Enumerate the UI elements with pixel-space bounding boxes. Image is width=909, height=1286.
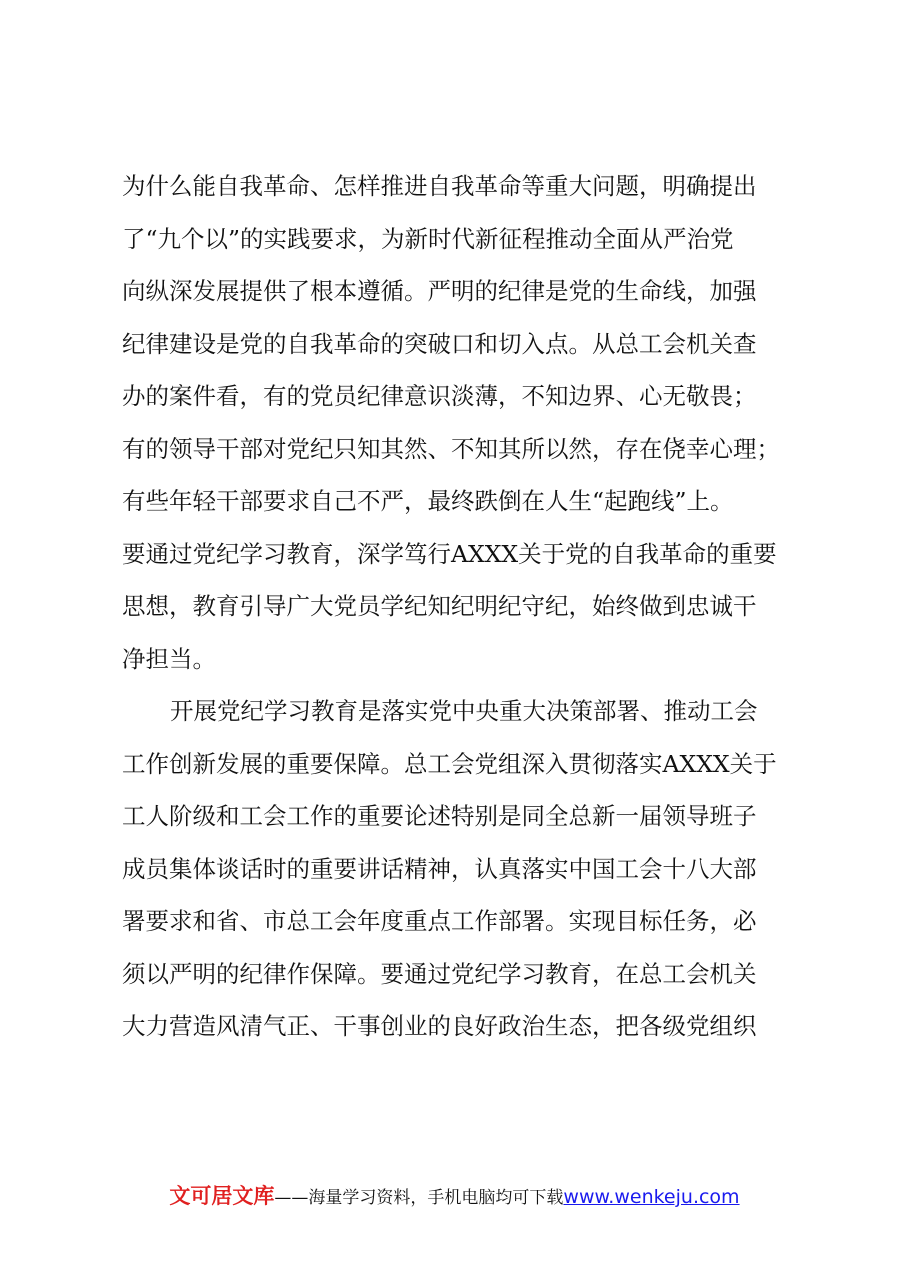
text-line: 向纵深发展提供了根本遵循。严明的纪律是党的生命线，加强 [122, 277, 757, 305]
footer-brand: 文可居文库 [169, 1184, 275, 1208]
document-body [122, 160, 792, 1053]
text-line: 思想，教育引导广大党员学纪知纪明纪守纪，始终做到忠诚干 [122, 592, 757, 620]
page-footer [0, 1181, 909, 1213]
text-line: 有的领导干部对党纪只知其然、不知其所以然，存在侥幸心理； [122, 434, 780, 463]
text-line: 净担当。 [122, 644, 216, 673]
text-line: 成员集体谈话时的重要讲话精神，认真落实中国工会十八大部 [122, 854, 757, 883]
footer-url-link[interactable]: www.wenkeju.com [563, 1186, 740, 1208]
text-line: 要通过党纪学习教育，深学笃行AXXX关于党的自我革命的重要 [122, 539, 777, 568]
text-line: 大力营造风清气正、干事创业的良好政治生态，把各级党组织 [122, 1012, 757, 1040]
text-line: 为什么能自我革命、怎样推进自我革命等重大问题，明确提出 [122, 172, 757, 200]
text-line: 须以严明的纪律作保障。要通过党纪学习教育，在总工会机关 [122, 959, 757, 988]
text-line-paragraph-start: 开展党纪学习教育是落实党中央重大决策部署、推动工会 [170, 697, 758, 725]
text-line: 有些年轻干部要求自己不严，最终跌倒在人生“起跑线”上。 [122, 487, 734, 515]
text-line: 了“九个以”的实践要求，为新时代新征程推动全面从严治党 [122, 224, 734, 253]
footer-description: ——海量学习资料，手机电脑均可下载 [274, 1188, 564, 1208]
text-line: 署要求和省、市总工会年度重点工作部署。实现目标任务，必 [122, 907, 757, 935]
text-line: 工人阶级和工会工作的重要论述特别是同全总新一届领导班子 [122, 802, 757, 830]
text-line: 工作创新发展的重要保障。总工会党组深入贯彻落实AXXX关于 [122, 749, 777, 778]
text-line: 办的案件看，有的党员纪律意识淡薄，不知边界、心无敬畏； [122, 382, 757, 410]
text-line: 纪律建设是党的自我革命的突破口和切入点。从总工会机关查 [122, 329, 757, 358]
